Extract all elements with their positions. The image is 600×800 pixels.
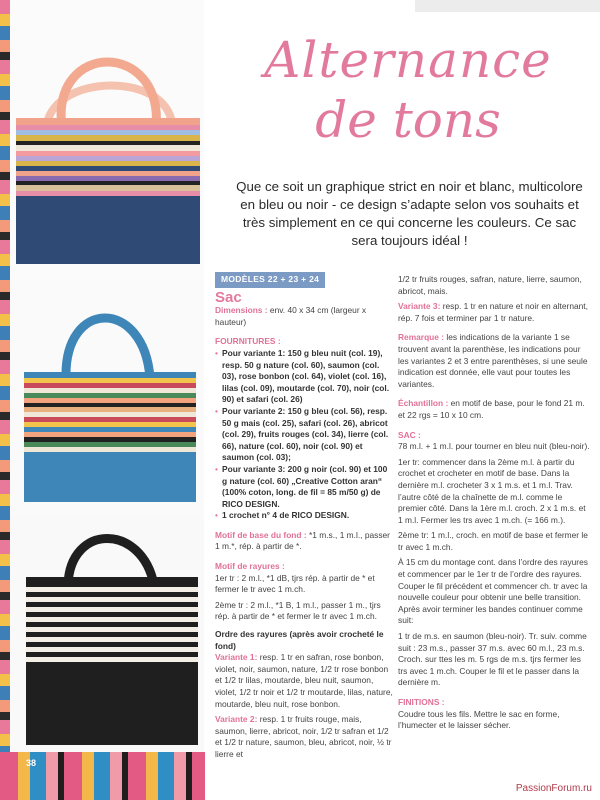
variant-2-text: resp. 1 tr fruits rouge, mais, saumon, lierre, abricot, noir, 1/2 tr safran et 1/2 et 1/2 tr nature, saumon, bleu, abricot, noir, ½ tr lierre et <box>215 714 392 759</box>
project-name: Sac <box>215 288 242 306</box>
title-line-1: Alternance <box>264 31 552 89</box>
fond-paragraph <box>215 530 393 553</box>
bag-photo-variant-3 <box>10 515 204 755</box>
bag-photo-variant-2 <box>10 280 204 520</box>
header-gray-band <box>415 0 600 12</box>
variant-1-text: resp. 1 tr en safran, rose bonbon, violet, noir, saumon, nature, 1/2 tr rose bonbon et 1/2 tr lilas, moutarde, bleu nuit, saumon, violet, 1/2 tr noir et 1/2 tr moutarde, lilas, nature, moutarde, bleu nuit, rose bonbon. <box>215 652 393 709</box>
remarque-paragraph <box>398 332 591 390</box>
supplies-heading: FOURNITURES : <box>215 336 281 347</box>
echantillon-label: Échantillon : <box>398 398 449 409</box>
dimensions-paragraph <box>215 305 393 328</box>
rayures-heading: Motif de rayures : <box>215 561 285 572</box>
variant-1-label: Variante 1: <box>215 652 258 663</box>
supply-item: • Pour variante 2: 150 g bleu (col. 56), resp. 50 g mais (col. 25), safari (col. 26), abricot (col. 29), fruits rouges (col. 34), lierre (col. 66), nature (col. 60), noir (col. 90) et saumon (col. 03); <box>215 406 393 464</box>
supply-item: • Pour variante 1: 150 g bleu nuit (col. 19), resp. 50 g nature (col. 60), saumon (col. 03), rose bonbon (col. 64), violet (col. 16), lilas (col. 09), moutarde (col. 70), noir (col. 90) et safari (col. 26) <box>215 348 393 406</box>
finitions-heading: FINITIONS : <box>398 697 445 707</box>
dimensions-value: env. 40 x 34 cm (largeur x hauteur) <box>215 305 367 327</box>
bag-illustration-2 <box>10 280 204 520</box>
supply-item: • Pour variante 3: 200 g noir (col. 90) et 100 g nature (col. 60) „Creative Cotton aran“ (100% coton, long. de fil = 85 m/50 g) de RICO DESIGN. <box>215 464 393 510</box>
variant-3-text: resp. 1 tr en nature et noir en alternant, rép. 7 fois et terminer par 1 tr nature. <box>398 301 588 323</box>
supplies-list <box>215 348 393 522</box>
sac-step-3: 2ème tr: 1 m.l., croch. en motif de base et fermer le tr avec 1 m.ch. <box>398 530 588 552</box>
fond-label: Motif de base du fond : <box>215 529 307 540</box>
sac-step-1: 78 m.l. + 1 m.l. pour tourner en bleu nuit (bleu-noir). <box>398 441 590 452</box>
supply-item: • 1 crochet n° 4 de RICO DESIGN. <box>215 510 393 522</box>
remarque-text: les indications de la variante 1 se trouvent avant la parenthèse, les indications pour les variantes 2 et 3 entre parenthèses, si une seule indication est donnée, elle vaut pour toutes les variantes. <box>398 332 588 389</box>
page-number: 38 <box>26 758 37 768</box>
watermark: PassionForum.ru <box>515 783 592 794</box>
sac-step-2: 1er tr: commencer dans la 2ème m.l. à partir du crochet et crocheter en motif de base. Dans la dernière m.l. crocheter 3 x 1 m.s. et 1 m.l. Trav. l’autre côté de la chaînette de m.l. comme le premier côté. Dans la 1ère m.l. croch. 2 x 1 m.s. et 1 m.l. Fermer les trs avec 1 m.ch. (= 166 m.). <box>398 456 586 525</box>
echantillon-paragraph <box>398 398 591 421</box>
decorative-crochet-strip <box>0 0 10 800</box>
title-line-2: de tons <box>315 91 501 149</box>
variant-2-paragraph <box>215 714 393 760</box>
variant-2-continued: 1/2 tr fruits rouges, safran, nature, lierre, saumon, abricot, mais. <box>398 274 582 296</box>
variant-2-label: Variante 2: <box>215 714 258 725</box>
sac-step-4: À 15 cm du montage cont. dans l’ordre des rayures et commencer par le 1er tr de l’ordre des rayures. Couper le fil précédent et commencer ch. tr avec la nouvelle couleur pour obtenir une belle transition. Après avoir terminer les bandes continuer comme suit: <box>398 557 588 626</box>
echantillon-text: en motif de base, pour le fond 21 m. et 22 rgs = 10 x 10 cm. <box>398 398 585 420</box>
instructions-right-column <box>398 274 591 736</box>
remarque-label: Remarque : <box>398 332 445 343</box>
rayures-row-2: 2ème tr : 2 m.l., *1 B, 1 m.l., passer 1 m., tjrs rép. à partir de * et fermer le tr avec 1 m.ch. <box>215 599 381 622</box>
intro-paragraph: Que ce soit un graphique strict en noir et blanc, multicolore en bleu ou noir - ce design s’adapte selon vos souhaits et très simplement en ce qui concerne les couleurs. Ce sac sera toujours idéal ! <box>236 179 583 248</box>
page-title <box>216 30 600 150</box>
bag-illustration-1 <box>10 0 204 290</box>
fond-text: *1 m.s., 1 m.l., passer 1 m.*, rép. à partir de *. <box>215 529 390 552</box>
models-badge: MODÈLES 22 + 23 + 24 <box>215 272 325 288</box>
variant-1-paragraph <box>215 652 393 710</box>
sac-step-5: 1 tr de m.s. en saumon (bleu-noir). Tr. suiv. comme suit : 23 m.s., passer 37 m.s. avec 60 m.l., 23 m.s. Croch. sur ttes les m. 5 rgs de m.s. tjrs fermer les trs avec 1 m.ch. Couper le fil et le passer dans la dernière m. <box>398 631 587 688</box>
bag-illustration-3 <box>10 515 204 755</box>
variant-3-label: Variante 3: <box>398 301 441 312</box>
ordre-heading: Ordre des rayures (après avoir crocheté le fond) <box>215 629 384 651</box>
sac-heading: SAC : <box>398 429 421 440</box>
bag-photo-variant-1 <box>10 0 204 290</box>
rayures-row-1: 1er tr : 2 m.l., *1 dB, tjrs rép. à partir de * et fermer le tr avec 1 m.ch. <box>215 572 375 595</box>
instructions-left-column <box>215 272 393 765</box>
dimensions-label: Dimensions : <box>215 305 268 316</box>
variant-3-paragraph <box>398 301 591 324</box>
finitions-text: Coudre tous les fils. Mettre le sac en forme, l’humecter et le laisser sécher. <box>398 708 560 731</box>
